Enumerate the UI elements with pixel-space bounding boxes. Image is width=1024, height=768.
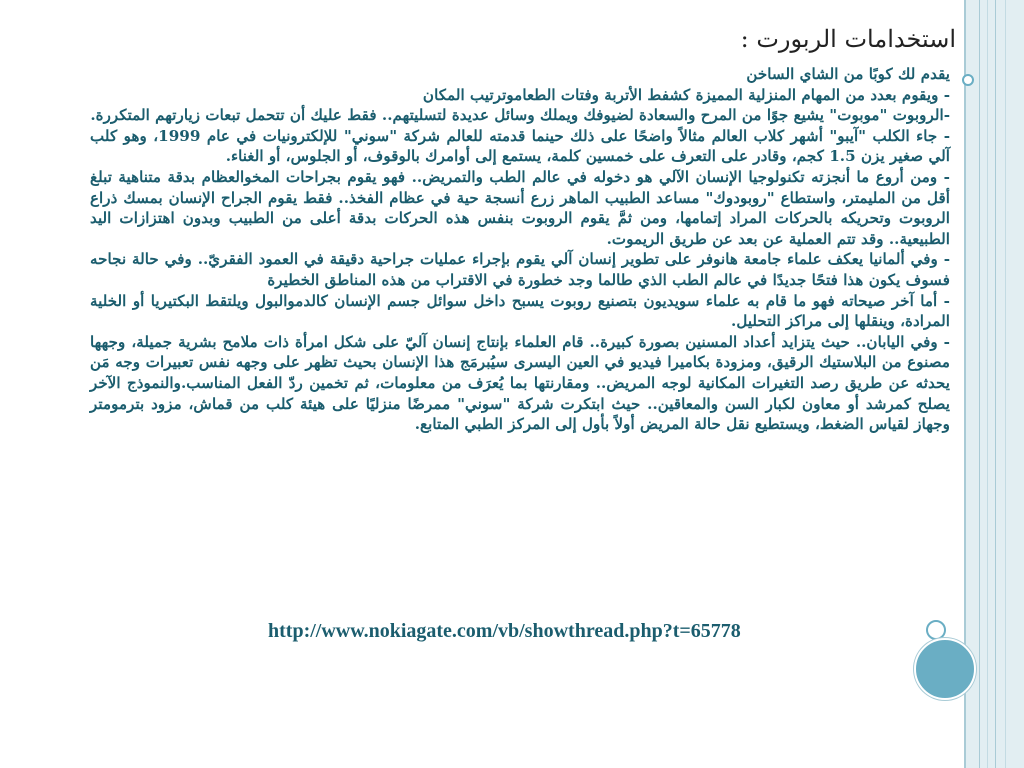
bullet-circle-icon [962, 74, 974, 86]
body-paragraph: - وفي اليابان.. حيث يتزايد أعداد المسنين بصورة كبيرة.. قام العلماء بإنتاج إنسان آليّ على شكل امرأة ذات ملامح بشرية جميلة، وجهها مصنوع من البلاستيك الرقيق، ومزودة بكاميرا فيديو في العين اليسرى سيُبرمَج هذا الإنسان بحيث تظهر على وجهه نفس تعبيرات وجه مَن يحدثه عن طريق رصد التغيرات المكانية لوجه المريض.. ومقارنتها بما يُعرَف من معلومات، ثم تخمين ردّ الفعل المناسب.والنموذج الآخر يصلح كمرشد أو معاون لكبار السن والمعاقين.. حيث ابتكرت شركة "سوني" ممرضًا منزليًا على هيئة كلب من قماش، مزود بترمومتر وجهاز لقياس الضغط، ويستطيع نقل حالة المريض أولاً بأول إلى المركز الطبي المتابع. [90, 332, 950, 434]
body-paragraph: يقدم لك كوبًا من الشاي الساخن [746, 65, 950, 83]
side-decoration-line [995, 0, 996, 768]
source-url-link[interactable]: http://www.nokiagate.com/vb/showthread.php?t=65778 [268, 620, 741, 642]
side-decoration-line [987, 0, 988, 768]
body-paragraph: - أما آخر صيحاته فهو ما قام به علماء سويديون بتصنيع روبوت يسبح داخل سوائل جسم الإنسان كالدموالبول ويلتقط البكتيريا أو الخلية المرادة، وينقلها إلى مراكز التحليل. [90, 291, 950, 331]
slide-title: استخدامات الربورت : [740, 25, 956, 53]
body-paragraph: - جاء الكلب "آيبو" أشهر كلاب العالم مثالاً واضحًا على ذلك حينما قدمته للعالم شركة "سوني" للإلكترونيات في عام 1999، وهو كلب آلي صغير يزن 1.5 كجم، وقادر على التعرف على خمسين كلمة، يستمع إلى أوامرك بالوقوف، أو الجلوس، أو الغناء. [90, 126, 951, 166]
body-paragraph: - ومن أروع ما أنجزته تكنولوجيا الإنسان الآلي هو دخوله في عالم الطب والتمريض.. فهو يقوم بجراحات المخوالعظام بدقة متناهية تبلغ أقل من المليمتر، واستطاع "روبودوك" مساعد الطبيب الماهر زرع أنسجة حية في عظام الفخذ.. فقط يقوم الجراح الإنسان بمسك ذراع الروبوت وتحريكه بالحركات المراد إتمامها، ومن ثمَّ يقوم الروبوت بنفس هذه الحركات بدقة أعلى من الطبيب وبدون اهتزازات اليد الطبيعية.. وقد تتم العملية عن بعد عن طريق الريموت. [90, 167, 950, 248]
decorative-small-circle [926, 620, 946, 640]
side-decoration-band [964, 0, 1024, 768]
slide-body [90, 64, 950, 435]
side-decoration-line [979, 0, 980, 768]
decorative-circle [914, 638, 976, 700]
body-paragraph: - وفي ألمانيا يعكف علماء جامعة هانوفر على تطوير إنسان آلي يقوم بإجراء عمليات جراحية دقيقة في العمود الفقريّ.. وفي حالة نجاحه فسوف يكون هذا فتحًا جديدًا في عالم الطب الذي طالما وجد خطورة في الاقتراب من هذه المناطق الخطيرة [90, 250, 950, 289]
side-decoration-line [1005, 0, 1006, 768]
body-paragraph: -الروبوت "موبوت" يشيع جوًا من المرح والسعادة لضيوفك ويملك وسائل عديدة لتسليتهم.. فقط عليك أن تتحمل تبعات زيارتهم المتكررة. [90, 106, 950, 125]
body-paragraph: - ويقوم بعدد من المهام المنزلية المميزة كشفط الأتربة وفتات الطعاموترتيب المكان [422, 85, 950, 104]
